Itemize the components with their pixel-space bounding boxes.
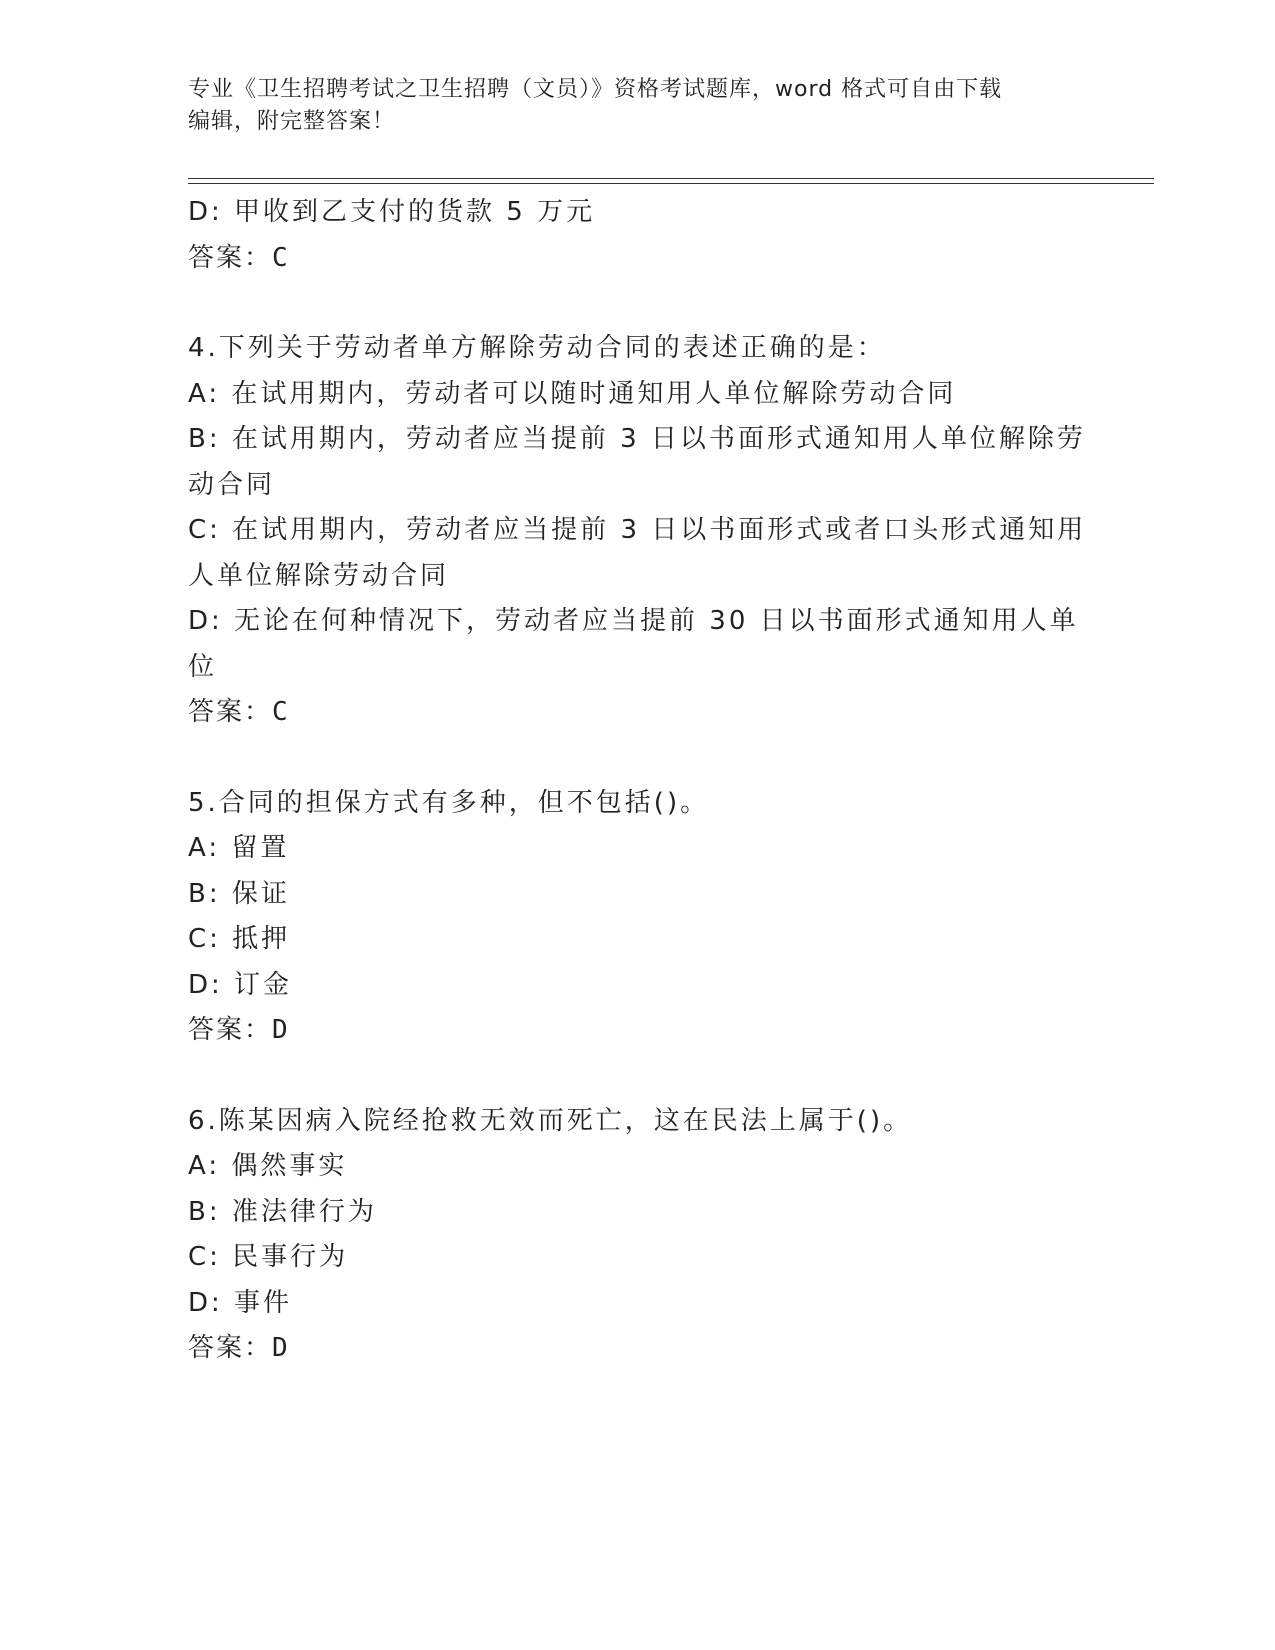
option-line: A: 偶然事实	[188, 1151, 348, 1181]
header-divider-top	[188, 178, 1154, 179]
option-line: C: 在试用期内，劳动者应当提前 3 日以书面形式或者口头形式通知用	[188, 515, 1087, 545]
answer-line: 答案：C	[188, 242, 290, 273]
option-line-continued: 动合同	[188, 469, 276, 500]
spacer	[188, 736, 1088, 781]
answer-line: 答案：C	[188, 697, 290, 727]
option-line-continued: 人单位解除劳动合同	[188, 560, 450, 591]
option-line: A: 在试用期内，劳动者可以随时通知用人单位解除劳动合同	[188, 378, 957, 409]
question-block	[188, 190, 1088, 281]
question-block	[188, 326, 1088, 736]
question-block	[188, 1099, 1088, 1372]
option-line: D: 无论在何种情况下，劳动者应当提前 30 日以书面形式通知用人单	[188, 606, 1079, 636]
option-line: B: 保证	[188, 878, 290, 909]
spacer	[188, 1054, 1088, 1099]
option-line: D: 事件	[188, 1287, 293, 1318]
header-line-1: 专业《卫生招聘考试之卫生招聘（文员）》资格考试题库，word 格式可自由下载	[188, 77, 1003, 102]
option-line: A: 留置	[188, 833, 290, 863]
option-line: B: 准法律行为	[188, 1196, 377, 1227]
question-text: 5.合同的担保方式有多种，但不包括()。	[188, 787, 710, 818]
option-line: B: 在试用期内，劳动者应当提前 3 日以书面形式通知用人单位解除劳	[188, 424, 1086, 454]
question-list	[188, 190, 1088, 1372]
answer-line: 答案：D	[188, 1333, 290, 1363]
option-line: D: 甲收到乙支付的货款 5 万元	[188, 197, 596, 227]
answer-line: 答案：D	[188, 1015, 290, 1045]
option-line-continued: 位	[188, 651, 218, 682]
document-header	[188, 74, 1088, 138]
question-block	[188, 781, 1088, 1054]
option-line: C: 抵押	[188, 924, 291, 954]
option-line: D: 订金	[188, 969, 293, 1000]
option-line: C: 民事行为	[188, 1242, 349, 1272]
header-line-2: 编辑，附完整答案！	[188, 109, 396, 134]
question-text: 4.下列关于劳动者单方解除劳动合同的表述正确的是：	[188, 333, 886, 363]
question-text: 6.陈某因病入院经抢救无效而死亡，这在民法上属于()。	[188, 1105, 913, 1136]
header-divider-bottom	[188, 183, 1154, 184]
spacer	[188, 281, 1088, 326]
